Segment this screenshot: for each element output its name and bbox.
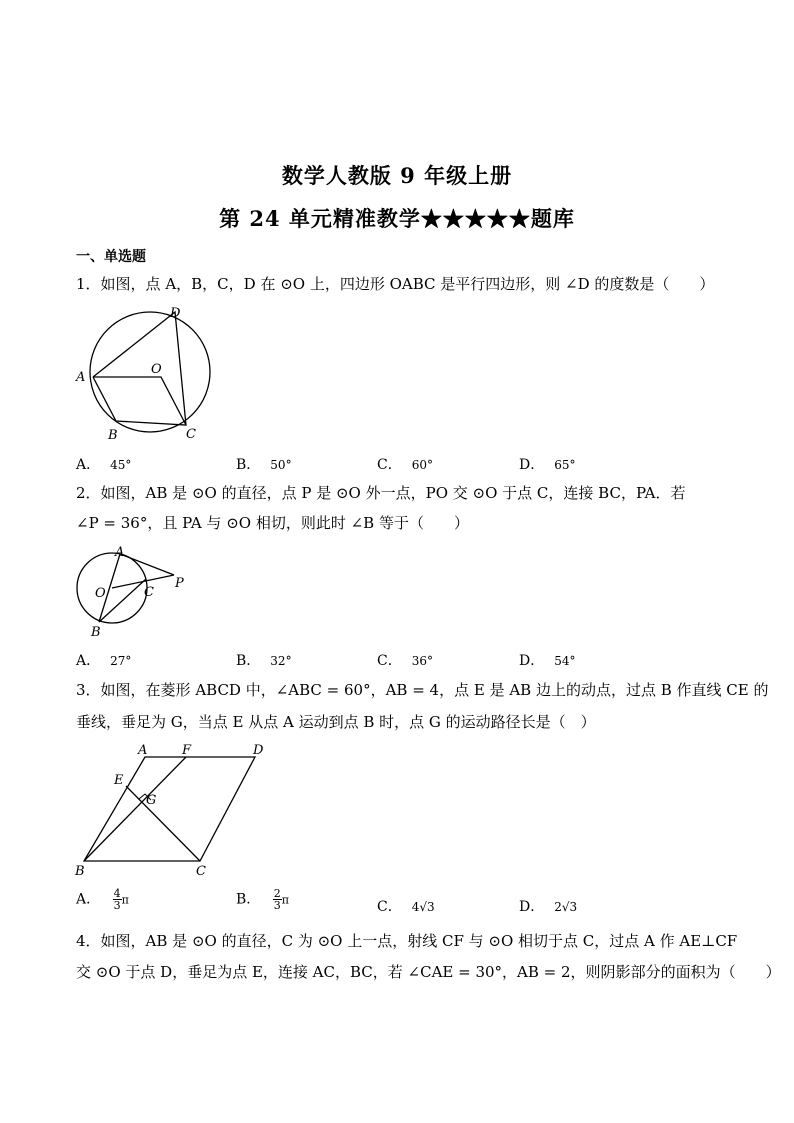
question-4-number: 4．: [76, 932, 101, 950]
q1-option-d[interactable]: D． 65°: [519, 457, 576, 473]
label-c: C: [186, 427, 196, 442]
label-a: A: [76, 370, 86, 385]
question-3-line-2: 垂线，垂足为 G，当点 E 从点 A 运动到点 B 时，点 G 的运动路径长是（ ）: [76, 713, 596, 731]
question-2-number: 2．: [76, 484, 101, 502]
label-d: D: [253, 743, 264, 758]
q1-option-c[interactable]: C． 60°: [377, 457, 433, 473]
label-d: D: [170, 306, 181, 321]
question-1-text: 如图，点 A，B，C，D 在 ⊙O 上，四边形 OABC 是平行四边形，则 ∠D 的度数是（ ）: [100, 275, 715, 293]
question-2-figure: [72, 542, 202, 642]
question-1-figure: [72, 300, 222, 442]
q2-option-c[interactable]: C． 36°: [377, 653, 433, 669]
label-g: G: [146, 793, 157, 808]
q3-option-d[interactable]: D． 2√3: [519, 899, 578, 915]
q2-option-d[interactable]: D． 54°: [519, 653, 576, 669]
label-p: P: [175, 576, 184, 591]
quadrilateral-abcd-lines: [93, 312, 186, 425]
circle-o: [90, 312, 210, 432]
question-2-line-2: ∠P = 36°，且 PA 与 ⊙O 相切，则此时 ∠B 等于（ ）: [76, 514, 469, 532]
label-b: B: [75, 864, 85, 879]
question-3-figure: [70, 740, 275, 880]
document-title: 数学人教版 9 年级上册: [281, 163, 513, 188]
label-a: A: [115, 545, 125, 560]
segments-ao-oc: [93, 377, 186, 425]
label-c: C: [144, 585, 154, 600]
q3-option-c[interactable]: C． 4√3: [377, 899, 435, 915]
line-bf: [84, 757, 186, 861]
rhombus-abcd: [84, 757, 255, 861]
question-4-line-1: 4．如图，AB 是 ⊙O 的直径，C 为 ⊙O 上一点，射线 CF 与 ⊙O 相切于点 C，过点 A 作 AE⊥CF: [76, 932, 738, 950]
line-ec: [126, 786, 200, 861]
question-3-number: 3．: [76, 681, 101, 699]
label-o: O: [151, 362, 162, 377]
q3-option-b[interactable]: B． $\frac{2}{3}$ π: [236, 887, 289, 912]
q3-option-a[interactable]: A． $\frac{4}{3}$ π: [76, 887, 129, 912]
question-4-line-2: 交 ⊙O 于点 D，垂足为点 E，连接 AC，BC，若 ∠CAE = 30°，AB = 2，则阴影部分的面积为（ ）: [76, 963, 781, 981]
q1-option-b[interactable]: B． 50°: [236, 457, 292, 473]
label-o: O: [95, 586, 106, 601]
label-c: C: [196, 864, 206, 879]
question-1-number: 1．: [76, 275, 101, 293]
document-subtitle: 第 24 单元精准教学★★★★★题库: [219, 206, 575, 231]
section-heading: 一、单选题: [76, 249, 146, 265]
label-f: F: [182, 743, 192, 758]
q2-option-a[interactable]: A． 27°: [76, 653, 132, 669]
q1-option-a[interactable]: A． 45°: [76, 457, 132, 473]
question-3-line-1: 3．如图，在菱形 ABCD 中，∠ABC = 60°，AB = 4，点 E 是 AB 边上的动点，过点 B 作直线 CE 的: [76, 681, 769, 699]
label-b: B: [108, 428, 118, 442]
tangent-pa: [120, 554, 174, 575]
question-2-line-1: 2．如图，AB 是 ⊙O 的直径，点 P 是 ⊙O 外一点，PO 交 ⊙O 于点 C，连接 BC，PA．若: [76, 484, 686, 502]
q2-option-b[interactable]: B． 32°: [236, 653, 292, 669]
label-e: E: [114, 773, 124, 788]
label-a: A: [138, 743, 148, 758]
label-b: B: [91, 625, 101, 640]
question-1: [76, 273, 714, 295]
